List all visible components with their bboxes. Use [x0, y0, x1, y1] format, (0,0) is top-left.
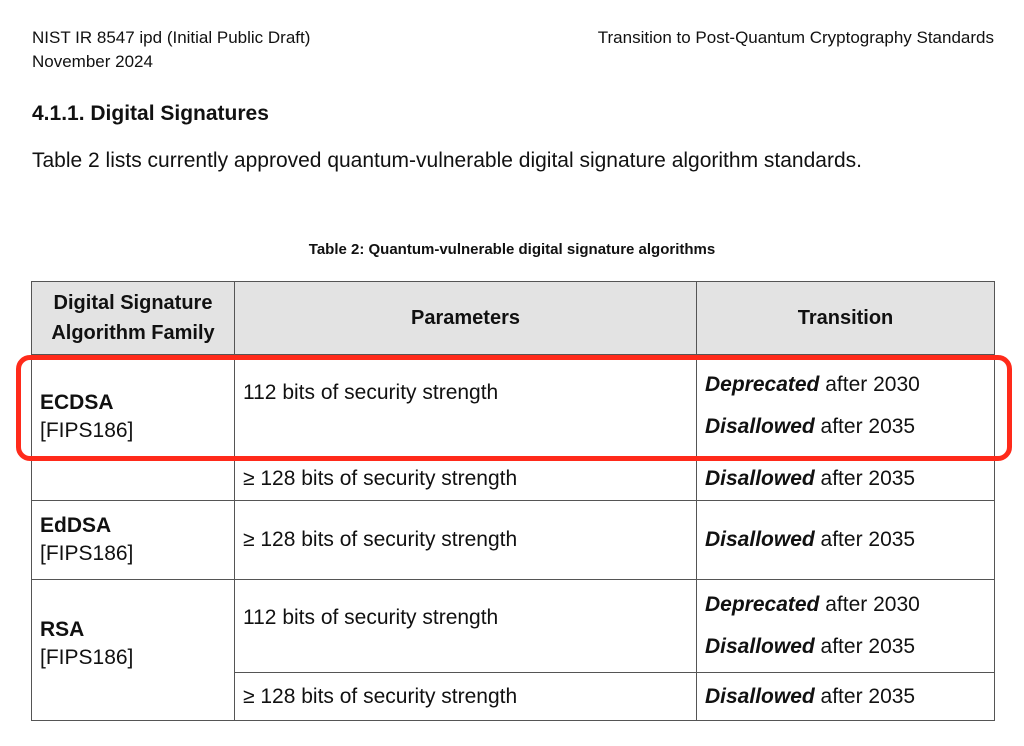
transition-rest: after 2035 — [814, 635, 916, 658]
family-name: RSA — [40, 618, 85, 641]
family-reference: [FIPS186] — [40, 646, 134, 669]
table-header-row — [32, 282, 995, 355]
transition-keyword: Deprecated — [705, 593, 820, 616]
transition-cell — [697, 673, 995, 721]
family-reference: [FIPS186] — [40, 419, 134, 442]
transition-line — [705, 371, 986, 399]
transition-rest: after 2035 — [814, 684, 916, 708]
parameters-cell — [235, 457, 697, 501]
transition-rest: after 2030 — [819, 372, 920, 396]
table-row — [32, 501, 995, 580]
parameters-cell — [235, 580, 697, 673]
family-cell-rsa — [32, 580, 235, 721]
transition-keyword: Disallowed — [705, 528, 815, 551]
table-caption: Table 2: Quantum-vulnerable digital signature algorithms — [308, 241, 716, 258]
header-family — [32, 282, 235, 355]
table-row — [32, 580, 995, 673]
header-parameters: Parameters — [235, 282, 697, 355]
section-title: 4.1.1. Digital Signatures — [32, 102, 269, 125]
family-name: EdDSA — [40, 514, 112, 537]
family-cell-ecdsa — [32, 355, 235, 501]
transition-line — [705, 683, 986, 711]
transition-cell — [697, 501, 995, 580]
header-family-line1: Digital Signature — [53, 292, 213, 314]
header-transition: Transition — [697, 282, 995, 355]
header-family-line2: Algorithm Family — [51, 322, 215, 344]
section-intro: Table 2 lists currently approved quantum-vulnerable digital signature algorithm standards. — [32, 149, 862, 172]
parameters-cell — [235, 355, 697, 457]
transition-keyword: Disallowed — [705, 635, 815, 658]
document-header-left — [32, 26, 310, 74]
signature-algorithms-table — [31, 281, 995, 721]
transition-cell — [697, 457, 995, 501]
transition-keyword: Disallowed — [705, 466, 815, 490]
transition-keyword: Disallowed — [705, 414, 815, 438]
transition-cell — [697, 355, 995, 457]
parameters-cell — [235, 673, 697, 721]
transition-rest: after 2035 — [814, 414, 916, 438]
transition-keyword: Deprecated — [705, 372, 820, 396]
family-cell-eddsa — [32, 501, 235, 580]
family-reference: [FIPS186] — [40, 542, 134, 565]
table-row — [32, 355, 995, 457]
transition-line — [705, 633, 986, 661]
parameters-cell — [235, 501, 697, 580]
transition-keyword: Disallowed — [705, 684, 815, 708]
transition-line — [705, 526, 986, 554]
transition-line — [705, 413, 986, 441]
transition-rest: after 2030 — [819, 593, 920, 616]
transition-line — [705, 591, 986, 619]
transition-cell — [697, 580, 995, 673]
parameters-text: ≥ 128 bits of security strength — [243, 528, 518, 551]
family-name: ECDSA — [40, 391, 114, 414]
document-title: Transition to Post-Quantum Cryptography Standards — [597, 28, 994, 47]
document-date: November 2024 — [32, 52, 153, 71]
parameters-text: 112 bits of security strength — [243, 381, 499, 404]
transition-rest: after 2035 — [814, 466, 916, 490]
parameters-text: ≥ 128 bits of security strength — [243, 466, 518, 490]
document-id: NIST IR 8547 ipd (Initial Public Draft) — [32, 28, 311, 47]
parameters-text: ≥ 128 bits of security strength — [243, 684, 518, 708]
transition-line — [705, 465, 986, 493]
parameters-text: 112 bits of security strength — [243, 606, 499, 629]
transition-rest: after 2035 — [814, 528, 916, 551]
